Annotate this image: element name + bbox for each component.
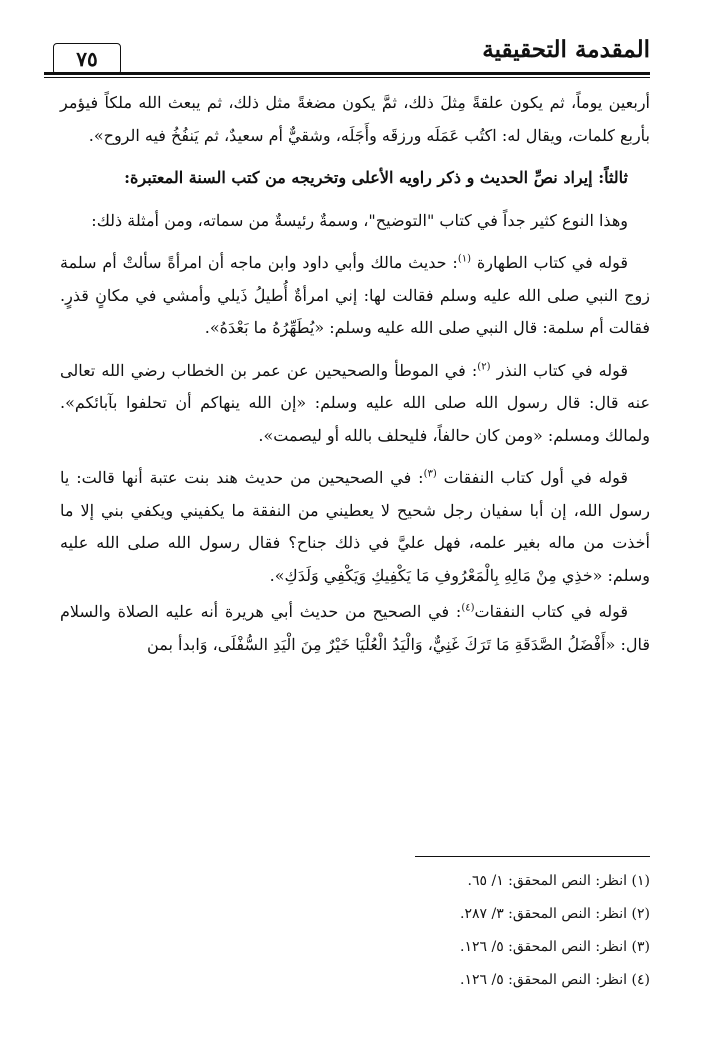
body-text <box>60 87 650 671</box>
paragraph-text: قوله في كتاب الطهارة <box>471 253 628 272</box>
footnote-separator <box>415 856 650 857</box>
paragraph-text: وهذا النوع كثير جداً في كتاب "التوضيح"، وسمةٌ رئيسةٌ من سماته، ومن أمثلة ذلك: <box>91 210 628 230</box>
footnotes <box>290 865 650 997</box>
paragraph-7 <box>60 596 650 661</box>
page-number: ٧٥ <box>53 43 121 75</box>
footnote-reference: (٣) <box>423 468 437 480</box>
paragraph-text: ثالثاً: إيراد نصِّ الحديث و ذكر راويه الأعلى وتخريجه من كتب السنة المعتبرة: <box>124 168 628 187</box>
paragraph-5 <box>60 355 650 453</box>
header-rule-thin <box>44 77 650 78</box>
running-header-title: المقدمة التحقيقية <box>482 36 650 63</box>
paragraph-4 <box>60 247 650 345</box>
footnote-3: (٣) انظر: النص المحقق: ٥/ ١٢٦. <box>460 939 650 955</box>
header-rule <box>44 72 650 75</box>
footnote-1: (١) انظر: النص المحقق: ١/ ٦٥. <box>467 873 650 889</box>
footnote-4: (٤) انظر: النص المحقق: ٥/ ١٢٦. <box>460 972 650 988</box>
paragraph-text: قوله في أول كتاب النفقات <box>436 468 628 487</box>
paragraph-text: : حديث مالك وأبي داود وابن ماجه أن امرأةً سألتْ أم سلمة زوج النبي صلى الله عليه وسلم فقالت لها: إني امرأةٌ أُطيلُ ذَيلي وأمشي في مكانٍ قذرٍ. فقالت أم سلمة: قال النبي صلى الله عليه وسلم: «يُطَهِّرُهُ ما بَعْدَهُ». <box>60 253 650 337</box>
paragraph-1 <box>60 87 650 152</box>
paragraph-text: : في الصحيح من حديث أبي هريرة أنه عليه الصلاة والسلام قال: «أَفْضَلُ الصَّدَقَةِ مَا تَرَكَ غَنِيٌّ، وَالْيَدُ الْعُلْيَا خَيْرٌ مِنَ الْيَدِ السُّفْلَى، وَابدأ بمن <box>60 602 650 654</box>
footnote-reference: (٤) <box>461 602 475 614</box>
paragraph-text: : في الموطأ والصحيحين عن عمر بن الخطاب رضي الله تعالى عنه قال: قال رسول الله صلى الله عليه وسلم: «إن الله ينهاكم أن تحلفوا بآبائكم». ولمالك ومسلم: «ومن كان حالفاً، فليحلف بالله أو ليصمت». <box>60 360 651 445</box>
footnote-reference: (٢) <box>477 361 491 373</box>
paragraph-text: أربعين يوماً، ثم يكون علقةً مِثلَ ذلك، ثمَّ يكون مضغةً مثل ذلك، ثم يبعث الله ملكاً فيؤمر بأربع كلمات، ويقال له: اكتُب عَمَلَه ورزقَه وأَجَلَه، وشقيٌّ أم سعيدٌ، ثم يَنفُخُ فيه الروح». <box>60 93 650 145</box>
paragraph-text: قوله في كتاب النذر <box>490 360 628 380</box>
paragraph-text: : في الصحيحين من حديث هند بنت عتبة أنها قالت: يا رسول الله، إن أبا سفيان رجل شحيح لا يعطيني من النفقة ما يكفيني ويكفي بني إلا ما أخذت من ماله بغير علمه، فهل عليَّ في ذلك جناح؟ فقال رسول الله صلى الله عليه وسلم: «خذِي مِنْ مَالِهِ بِالْمَعْرُوفِ مَا يَكْفِيكِ وَيَكْفِي وَلَدَكِ». <box>60 468 650 585</box>
footnote-2: (٢) انظر: النص المحقق: ٣/ ٢٨٧. <box>460 906 650 922</box>
paragraph-text: قوله في كتاب النفقات <box>474 602 629 621</box>
paragraph-2 <box>60 162 650 195</box>
paragraph-6 <box>60 462 650 592</box>
paragraph-3 <box>60 205 650 238</box>
footnote-reference: (١) <box>457 253 472 265</box>
